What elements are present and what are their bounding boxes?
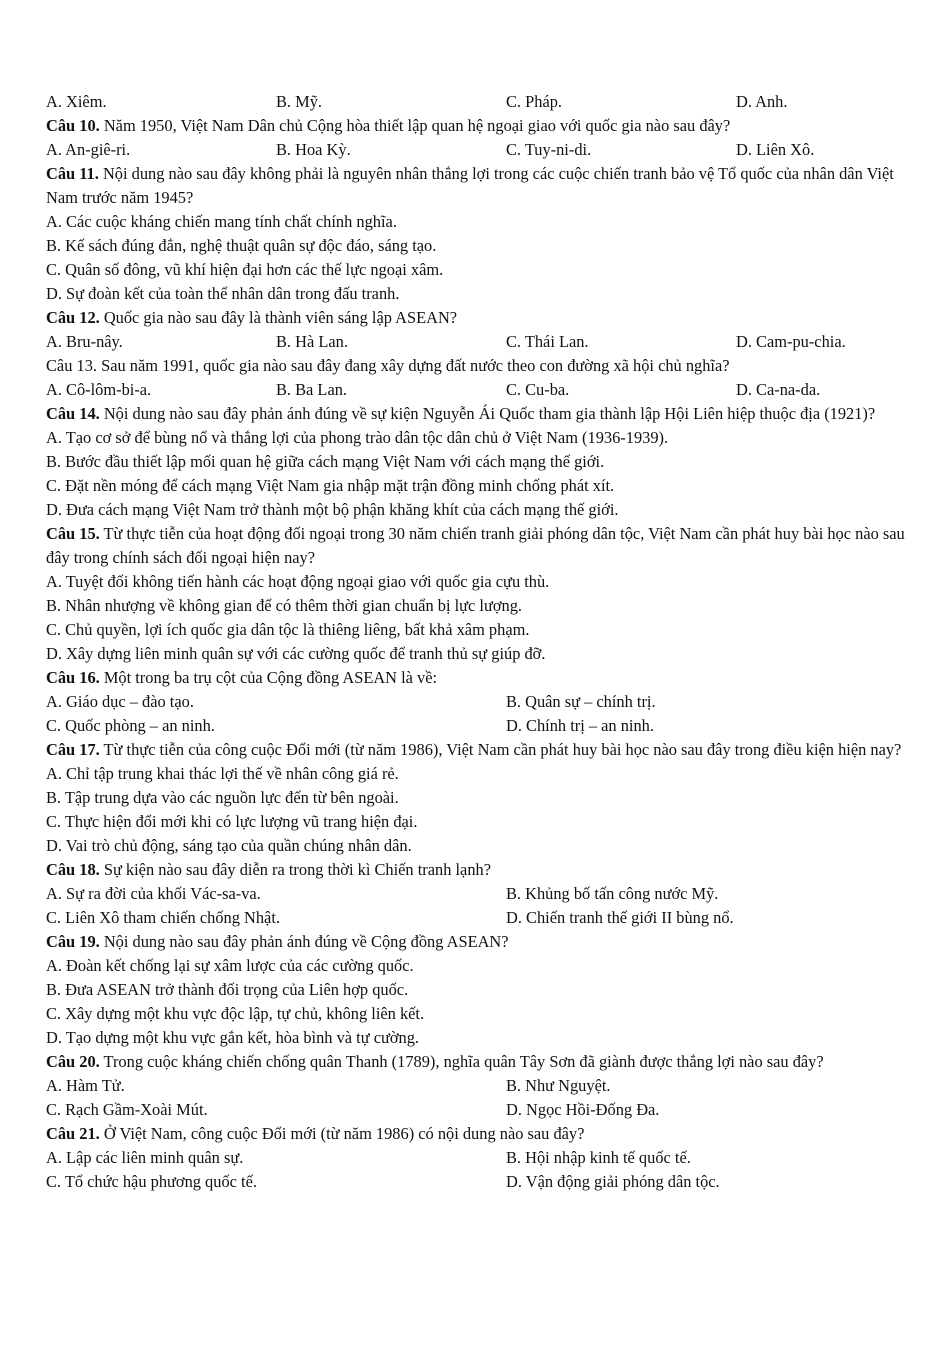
question-text: Nội dung nào sau đây phản ánh đúng về Cộng đồng ASEAN? bbox=[99, 932, 509, 951]
option: A. Đoàn kết chống lại sự xâm lược của các cường quốc. bbox=[46, 956, 414, 975]
question-text: Sự kiện nào sau đây diễn ra trong thời kì Chiến tranh lạnh? bbox=[99, 860, 491, 879]
option: B. Tập trung dựa vào các nguồn lực đến từ bên ngoài. bbox=[46, 788, 399, 807]
options-row bbox=[46, 90, 906, 114]
option: C. Cu-ba. bbox=[506, 380, 570, 399]
options-row bbox=[46, 714, 906, 738]
question-13: Câu 13. Sau năm 1991, quốc gia nào sau đây đang xây dựng đất nước theo con đường xã hội chủ nghĩa? bbox=[46, 356, 730, 375]
options-row bbox=[46, 1098, 906, 1122]
option: A. An-giê-ri. bbox=[46, 140, 131, 159]
option: C. Quốc phòng – an ninh. bbox=[46, 716, 215, 735]
question-14 bbox=[46, 402, 906, 426]
options-row bbox=[46, 690, 906, 714]
option: A. Giáo dục – đào tạo. bbox=[46, 692, 194, 711]
question-number: Câu 21. bbox=[46, 1124, 100, 1143]
option: C. Liên Xô tham chiến chống Nhật. bbox=[46, 908, 280, 927]
option: B. Hoa Kỳ. bbox=[276, 140, 351, 159]
option: D. Đưa cách mạng Việt Nam trở thành một bộ phận khăng khít của cách mạng thế giới. bbox=[46, 500, 619, 519]
option: D. Ca-na-da. bbox=[736, 380, 821, 399]
question-number: Câu 18. bbox=[46, 860, 100, 879]
question-16 bbox=[46, 666, 906, 690]
option: C. Thực hiện đổi mới khi có lực lượng vũ trang hiện đại. bbox=[46, 812, 418, 831]
question-number: Câu 10. bbox=[46, 116, 100, 135]
question-number: Câu 16. bbox=[46, 668, 100, 687]
option: D. Xây dựng liên minh quân sự với các cường quốc để tranh thủ sự giúp đỡ. bbox=[46, 644, 546, 663]
option: B. Ba Lan. bbox=[276, 380, 348, 399]
option: D. Tạo dựng một khu vực gắn kết, hòa bình và tự cường. bbox=[46, 1028, 420, 1047]
options-row bbox=[46, 330, 906, 354]
options-row bbox=[46, 378, 906, 402]
question-number: Câu 17. bbox=[46, 740, 100, 759]
question-text: Quốc gia nào sau đây là thành viên sáng lập ASEAN? bbox=[99, 308, 458, 327]
option: D. Chiến tranh thế giới II bùng nổ. bbox=[506, 908, 734, 927]
option: B. Kế sách đúng đắn, nghệ thuật quân sự độc đáo, sáng tạo. bbox=[46, 236, 437, 255]
option: C. Quân số đông, vũ khí hiện đại hơn các thế lực ngoại xâm. bbox=[46, 260, 444, 279]
option: C. Tuy-ni-di. bbox=[506, 140, 592, 159]
option: C. Thái Lan. bbox=[506, 332, 589, 351]
options-row bbox=[46, 1146, 906, 1170]
option: D. Sự đoàn kết của toàn thể nhân dân trong đấu tranh. bbox=[46, 284, 400, 303]
option: C. Tổ chức hậu phương quốc tế. bbox=[46, 1172, 257, 1191]
option: B. Khủng bố tấn công nước Mỹ. bbox=[506, 884, 719, 903]
option: B. Bước đầu thiết lập mối quan hệ giữa cách mạng Việt Nam với cách mạng thế giới. bbox=[46, 452, 605, 471]
option: A. Các cuộc kháng chiến mang tính chất chính nghĩa. bbox=[46, 212, 397, 231]
option: A. Chỉ tập trung khai thác lợi thế về nhân công giá rẻ. bbox=[46, 764, 399, 783]
question-20 bbox=[46, 1050, 906, 1074]
question-number: Câu 14. bbox=[46, 404, 100, 423]
option: A. Bru-nây. bbox=[46, 332, 123, 351]
option: B. Như Nguyệt. bbox=[506, 1076, 611, 1095]
question-number: Câu 15. bbox=[46, 524, 100, 543]
option: D. Liên Xô. bbox=[736, 140, 815, 159]
option: B. Hội nhập kinh tế quốc tế. bbox=[506, 1148, 691, 1167]
option: B. Nhân nhượng về không gian để có thêm thời gian chuẩn bị lực lượng. bbox=[46, 596, 522, 615]
option: D. Anh. bbox=[736, 92, 788, 111]
question-15 bbox=[46, 522, 906, 570]
question-19 bbox=[46, 930, 906, 954]
option: B. Quân sự – chính trị. bbox=[506, 692, 656, 711]
question-text: Từ thực tiễn của công cuộc Đổi mới (từ năm 1986), Việt Nam cần phát huy bài học nào sau đây trong điều kiện hiện nay? bbox=[99, 740, 902, 759]
options-row bbox=[46, 1074, 906, 1098]
question-11 bbox=[46, 162, 906, 210]
question-number: Câu 20. bbox=[46, 1052, 100, 1071]
question-text: Ở Việt Nam, công cuộc Đổi mới (từ năm 1986) có nội dung nào sau đây? bbox=[99, 1124, 585, 1143]
question-10 bbox=[46, 114, 906, 138]
option: B. Mỹ. bbox=[276, 92, 322, 111]
question-21 bbox=[46, 1122, 906, 1146]
question-text: Năm 1950, Việt Nam Dân chủ Cộng hòa thiết lập quan hệ ngoại giao với quốc gia nào sau đây? bbox=[99, 116, 731, 135]
question-17 bbox=[46, 738, 906, 762]
option: A. Lập các liên minh quân sự. bbox=[46, 1148, 244, 1167]
option: A. Cô-lôm-bi-a. bbox=[46, 380, 152, 399]
question-text: Nội dung nào sau đây phản ánh đúng về sự kiện Nguyễn Ái Quốc tham gia thành lập Hội Liên hiệp thuộc địa (1921)? bbox=[99, 404, 876, 423]
option: D. Cam-pu-chia. bbox=[736, 332, 846, 351]
option: D. Vai trò chủ động, sáng tạo của quần chúng nhân dân. bbox=[46, 836, 412, 855]
option: C. Rạch Gầm-Xoài Mút. bbox=[46, 1100, 208, 1119]
question-12 bbox=[46, 306, 906, 330]
option: A. Tạo cơ sở để bùng nổ và thắng lợi của phong trào dân tộc dân chủ ở Việt Nam (1936-1939). bbox=[46, 428, 669, 447]
option: A. Sự ra đời của khối Vác-sa-va. bbox=[46, 884, 261, 903]
option: C. Pháp. bbox=[506, 92, 563, 111]
option: B. Đưa ASEAN trở thành đối trọng của Liên hợp quốc. bbox=[46, 980, 409, 999]
question-number: Câu 19. bbox=[46, 932, 100, 951]
option: B. Hà Lan. bbox=[276, 332, 348, 351]
options-row bbox=[46, 138, 906, 162]
question-number: Câu 12. bbox=[46, 308, 100, 327]
exam-page bbox=[46, 90, 906, 1194]
question-text: Một trong ba trụ cột của Cộng đồng ASEAN là về: bbox=[99, 668, 438, 687]
question-number: Câu 11. bbox=[46, 164, 99, 183]
option: A. Tuyệt đối không tiến hành các hoạt động ngoại giao với quốc gia cựu thù. bbox=[46, 572, 550, 591]
question-text: Trong cuộc kháng chiến chống quân Thanh (1789), nghĩa quân Tây Sơn đã giành được thắng lợi nào sau đây? bbox=[99, 1052, 824, 1071]
question-text: Từ thực tiễn của hoạt động đối ngoại trong 30 năm chiến tranh giải phóng dân tộc, Việt Nam cần phát huy bài học nào sau đây trong chính sách đối ngoại hiện nay? bbox=[46, 524, 905, 567]
question-18 bbox=[46, 858, 906, 882]
option: C. Chủ quyền, lợi ích quốc gia dân tộc là thiêng liêng, bất khả xâm phạm. bbox=[46, 620, 530, 639]
option: A. Xiêm. bbox=[46, 92, 107, 111]
options-row bbox=[46, 882, 906, 906]
options-row bbox=[46, 906, 906, 930]
option: D. Chính trị – an ninh. bbox=[506, 716, 654, 735]
options-row bbox=[46, 1170, 906, 1194]
question-text: Nội dung nào sau đây không phải là nguyên nhân thắng lợi trong các cuộc chiến tranh bảo vệ Tổ quốc của nhân dân Việt Nam trước năm 1945? bbox=[46, 164, 894, 207]
option: D. Vận động giải phóng dân tộc. bbox=[506, 1172, 720, 1191]
option: C. Đặt nền móng để cách mạng Việt Nam gia nhập mặt trận đồng minh chống phát xít. bbox=[46, 476, 615, 495]
option: C. Xây dựng một khu vực độc lập, tự chủ, không liên kết. bbox=[46, 1004, 425, 1023]
option: D. Ngọc Hồi-Đống Đa. bbox=[506, 1100, 660, 1119]
option: A. Hàm Tử. bbox=[46, 1076, 125, 1095]
